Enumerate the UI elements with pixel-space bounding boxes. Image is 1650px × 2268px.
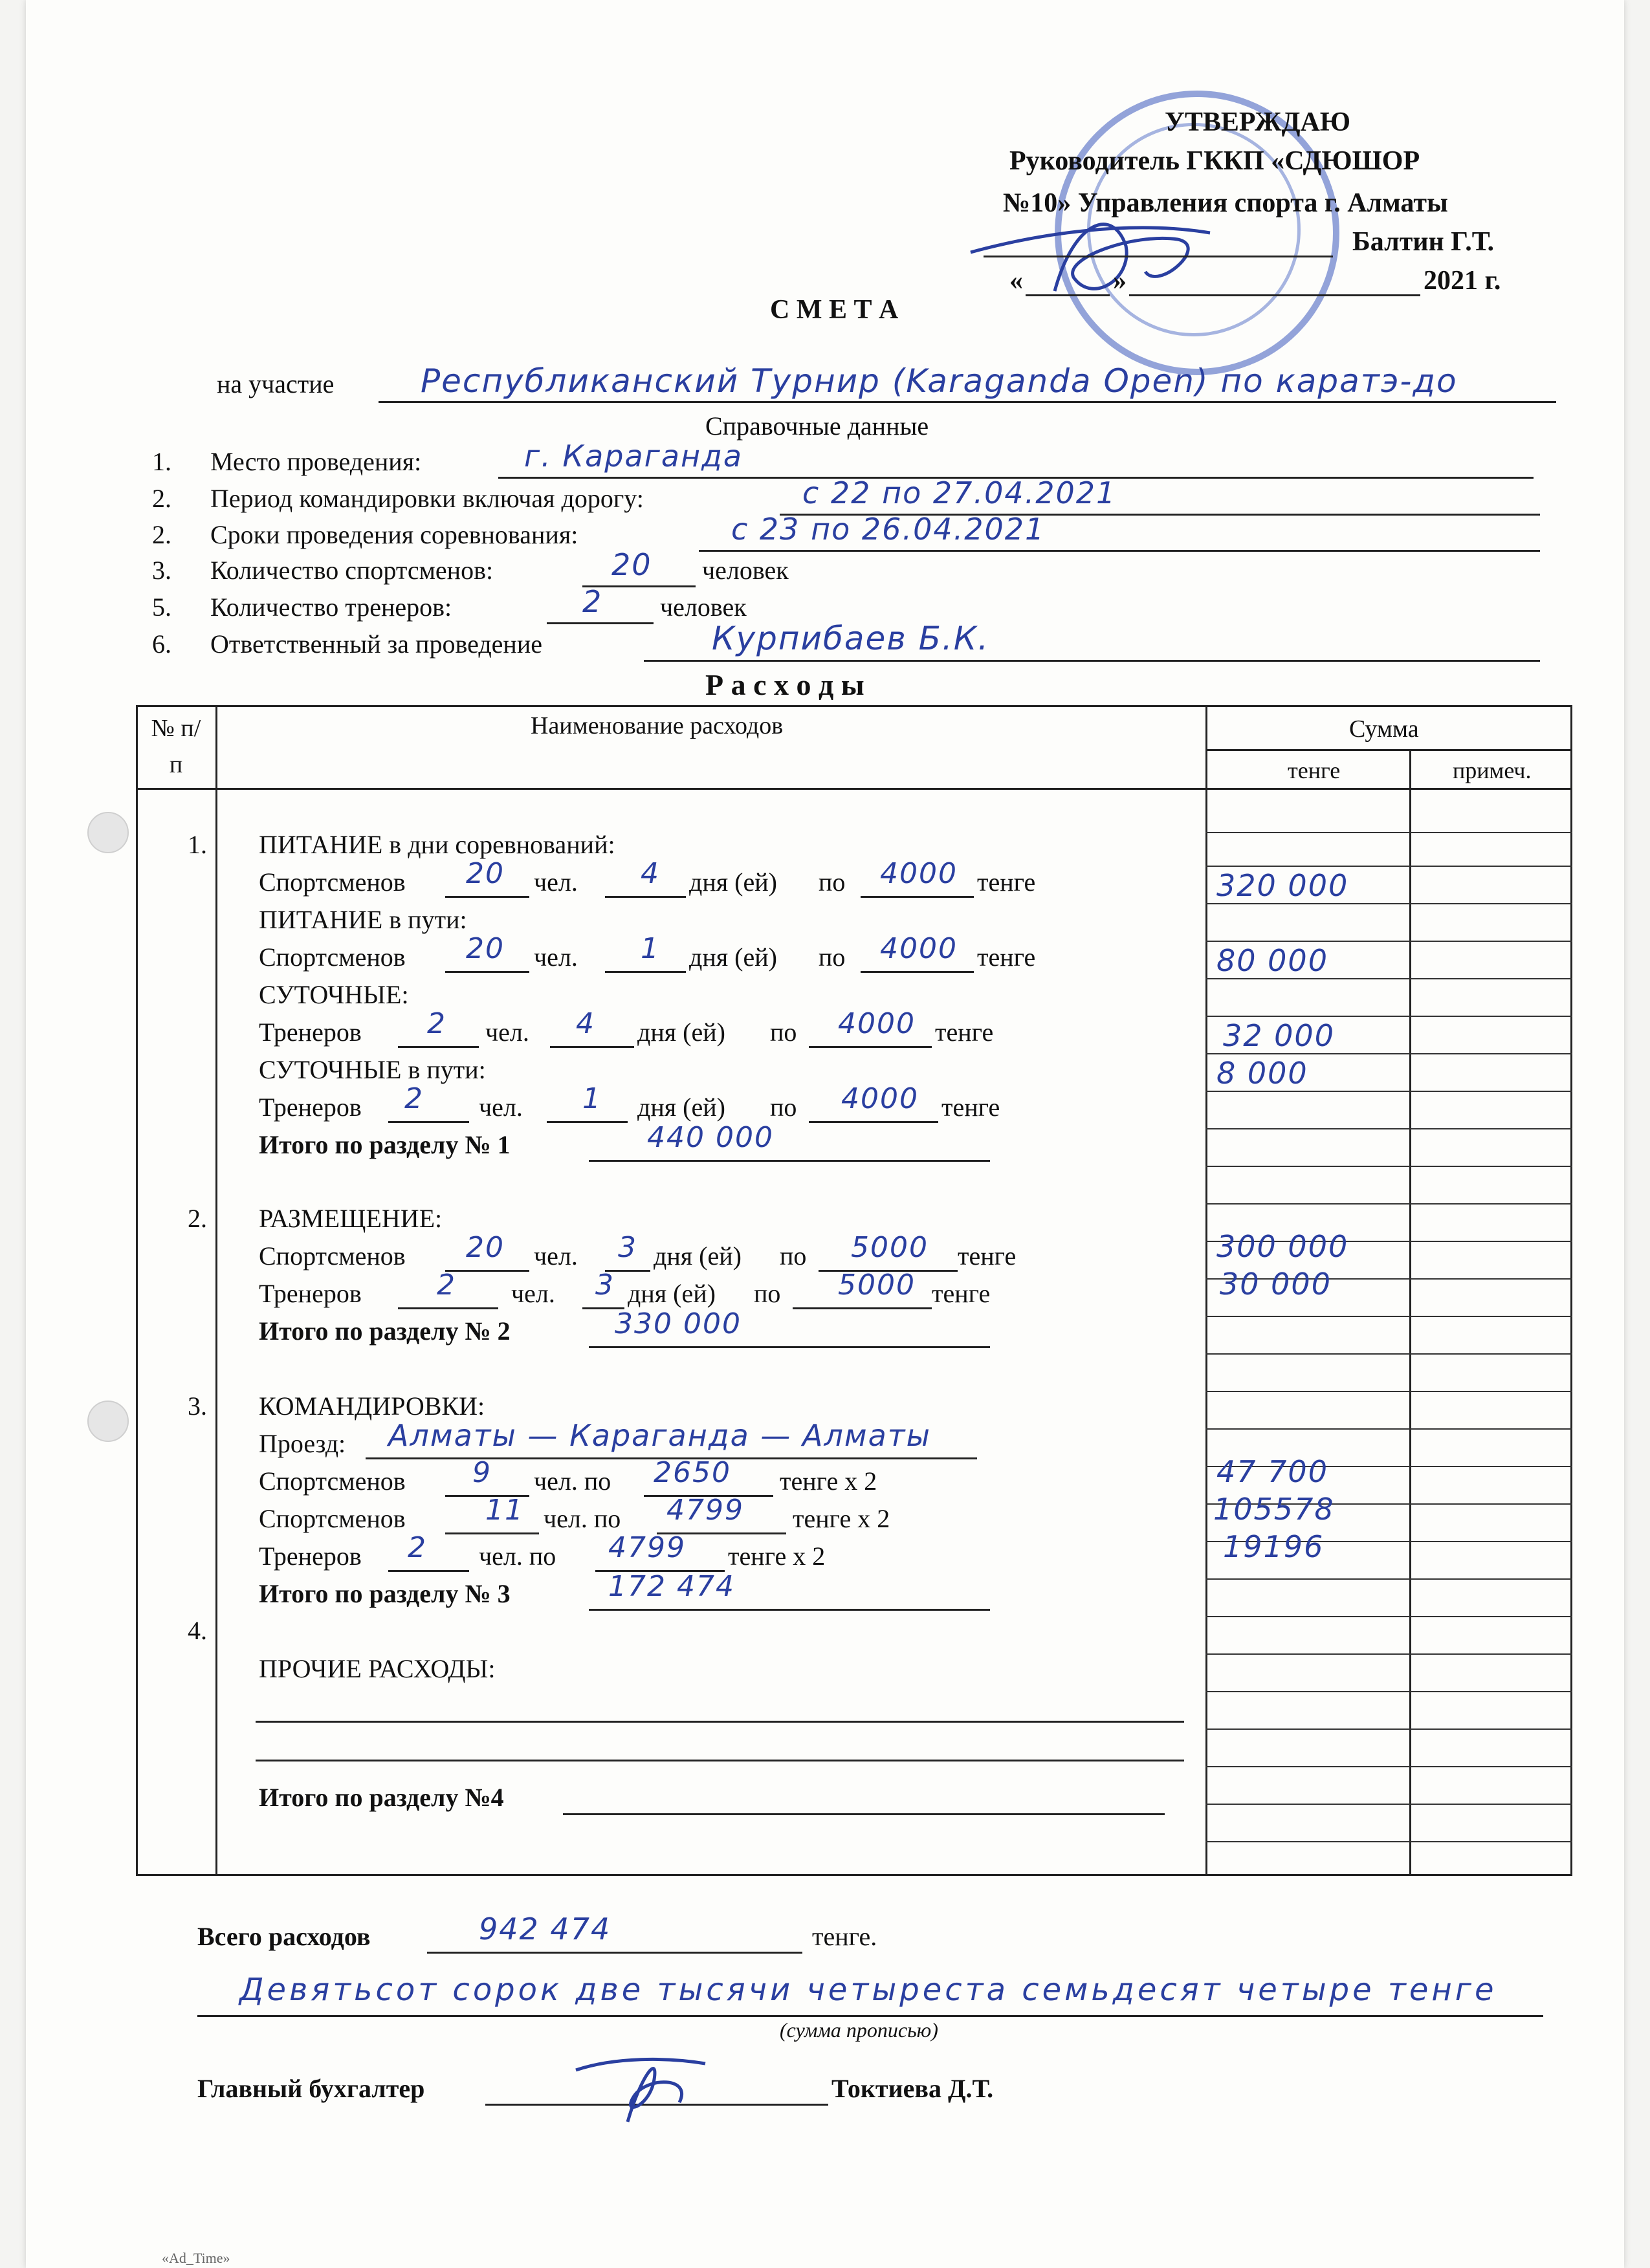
ref-item-place-value: г. Караганда xyxy=(524,439,743,474)
row3-price: 4000 xyxy=(838,1007,916,1040)
accountant-signature-icon xyxy=(563,2038,731,2128)
participation-label: на участие xyxy=(217,369,335,398)
ref-item-responsible-label: Ответственный за проведение xyxy=(210,629,542,659)
punch-hole-top xyxy=(87,812,129,853)
approval-day-line xyxy=(1026,294,1110,296)
row3-days-label: дня (ей) xyxy=(637,1018,725,1047)
row3-ppl: чел. xyxy=(485,1018,529,1047)
row6-ppl: чел. xyxy=(511,1279,555,1308)
row9-ppl-by: чел. по xyxy=(479,1542,556,1571)
approval-signer: Балтин Г.Т. xyxy=(1352,227,1495,257)
row3-coaches: Тренеров xyxy=(259,1018,362,1047)
food-road-label: ПИТАНИЕ в пути: xyxy=(259,905,467,934)
row6-coaches: Тренеров xyxy=(259,1279,362,1308)
ref-item-dates-label: Сроки проведения соревнования: xyxy=(210,520,578,549)
row7-tenge-x2: тенге х 2 xyxy=(780,1467,877,1496)
th-note: примеч. xyxy=(1453,758,1532,783)
amount-daily-road: 8 000 xyxy=(1216,1056,1308,1091)
section-2-num: 2. xyxy=(188,1204,207,1233)
row8-price: 4799 xyxy=(666,1494,744,1527)
ref-item-dates-value: с 23 по 26.04.2021 xyxy=(731,512,1046,547)
row3-by: по xyxy=(770,1018,797,1047)
row9-tenge-x2: тенге х 2 xyxy=(728,1542,826,1571)
ref-item-coaches-line xyxy=(547,622,654,624)
travel-label: Проезд: xyxy=(259,1429,346,1458)
row1-ppl: чел. xyxy=(534,867,578,897)
row6-count: 2 xyxy=(437,1269,456,1302)
row2-price: 4000 xyxy=(880,932,958,965)
food-comp-label: ПИТАНИЕ в дни соревнований: xyxy=(259,830,615,859)
ref-item-coaches-label: Количество тренеров: xyxy=(210,593,452,622)
amount-travel-9: 47 700 xyxy=(1216,1454,1328,1489)
section-4-num: 4. xyxy=(188,1616,207,1645)
total-section-2-value: 330 000 xyxy=(615,1307,742,1340)
participation-line xyxy=(379,401,1556,403)
grand-total-words: Девятьсот сорок две тысячи четыреста семьдесят четыре тенге xyxy=(239,1972,1497,2008)
amount-daily: 32 000 xyxy=(1223,1018,1335,1053)
row4-by: по xyxy=(770,1093,797,1122)
grand-total-words-caption: (сумма прописью) xyxy=(780,2018,938,2042)
row9-coaches: Тренеров xyxy=(259,1542,362,1571)
approval-line1: Руководитель ГККП «СДЮШОР xyxy=(1009,146,1420,176)
th-sum: Сумма xyxy=(1349,715,1419,743)
approval-line2: №10» Управления спорта г. Алматы xyxy=(1003,188,1448,218)
amount-travel-11: 105578 xyxy=(1213,1492,1335,1527)
amount-food-comp: 320 000 xyxy=(1216,868,1349,903)
row7-ppl-by: чел. по xyxy=(534,1467,611,1496)
row2-tenge: тенге xyxy=(977,943,1036,972)
ref-item-coaches-value: 2 xyxy=(582,584,603,619)
travel-route: Алматы — Караганда — Алматы xyxy=(388,1418,931,1453)
ref-item-dates-num: 2. xyxy=(152,520,171,549)
row6-price: 5000 xyxy=(838,1269,916,1302)
row1-athletes: Спортсменов xyxy=(259,867,406,897)
accountant-label: Главный бухгалтер xyxy=(197,2074,425,2103)
participation-value: Республиканский Турнир (Karaganda Open) по каратэ-до xyxy=(421,362,1458,400)
document-sheet xyxy=(26,0,1624,2268)
row1-price: 4000 xyxy=(880,857,958,890)
grand-total-value: 942 474 xyxy=(479,1912,611,1946)
total-section-1-label: Итого по разделу № 1 xyxy=(259,1130,511,1159)
row7-athletes: Спортсменов xyxy=(259,1467,406,1496)
ref-item-athletes-value: 20 xyxy=(611,547,652,582)
row4-price: 4000 xyxy=(841,1082,919,1115)
row2-days-label: дня (ей) xyxy=(689,943,777,972)
approval-month-line xyxy=(1129,294,1420,296)
row1-tenge: тенге xyxy=(977,867,1036,897)
row5-ppl: чел. xyxy=(534,1241,578,1270)
row8-tenge-x2: тенге х 2 xyxy=(793,1504,890,1533)
row1-days: 4 xyxy=(641,857,660,890)
ref-item-place-label: Место проведения: xyxy=(210,447,422,476)
th-name: Наименование расходов xyxy=(531,712,784,739)
row4-tenge: тенге xyxy=(941,1093,1000,1122)
row5-days-label: дня (ей) xyxy=(654,1241,742,1270)
ref-item-responsible-value: Курпибаев Б.К. xyxy=(712,620,990,657)
ref-item-responsible-line xyxy=(644,660,1540,662)
ref-item-responsible-num: 6. xyxy=(152,629,171,659)
row8-athletes: Спортсменов xyxy=(259,1504,406,1533)
row2-ppl: чел. xyxy=(534,943,578,972)
row3-tenge: тенге xyxy=(935,1018,994,1047)
row6-days-label: дня (ей) xyxy=(628,1279,716,1308)
lodging-label: РАЗМЕЩЕНИЕ: xyxy=(259,1204,443,1233)
th-num: № п/п xyxy=(151,715,201,778)
approval-year: 2021 г. xyxy=(1424,266,1501,296)
grand-total-label: Всего расходов xyxy=(197,1922,371,1951)
total-section-3-label: Итого по разделу № 3 xyxy=(259,1579,511,1608)
row9-count: 2 xyxy=(408,1531,427,1564)
grand-total-suffix: тенге. xyxy=(812,1922,877,1951)
approval-signature-line xyxy=(984,256,1333,257)
row5-count: 20 xyxy=(466,1231,505,1264)
row1-by: по xyxy=(819,867,846,897)
row5-tenge: тенге xyxy=(958,1241,1017,1270)
row2-athletes: Спортсменов xyxy=(259,943,406,972)
row4-days-label: дня (ей) xyxy=(637,1093,725,1122)
row6-tenge: тенге xyxy=(932,1279,991,1308)
row6-by: по xyxy=(754,1279,781,1308)
row4-count: 2 xyxy=(404,1082,424,1115)
section-1-num: 1. xyxy=(188,830,207,859)
ref-item-athletes-suffix: человек xyxy=(702,556,789,585)
footer-mark: «Ad_Time» xyxy=(162,2250,230,2266)
row2-count: 20 xyxy=(466,932,505,965)
ref-item-athletes-label: Количество спортсменов: xyxy=(210,556,494,585)
row5-athletes: Спортсменов xyxy=(259,1241,406,1270)
amount-lodging-athletes: 300 000 xyxy=(1216,1229,1349,1264)
row5-price: 5000 xyxy=(851,1231,929,1264)
ref-item-period-value: с 22 по 27.04.2021 xyxy=(802,475,1117,510)
ref-item-place-num: 1. xyxy=(152,447,171,476)
row8-count: 11 xyxy=(485,1494,524,1527)
row5-days: 3 xyxy=(618,1231,637,1264)
daily-road-label: СУТОЧНЫЕ в пути: xyxy=(259,1055,486,1084)
document-title: С М Е Т А xyxy=(770,295,899,325)
reference-header: Справочные данные xyxy=(705,411,929,441)
ref-item-coaches-suffix: человек xyxy=(660,593,747,622)
row4-ppl: чел. xyxy=(479,1093,523,1122)
ref-item-coaches-num: 5. xyxy=(152,593,171,622)
ref-item-period-num: 2. xyxy=(152,484,171,513)
amount-food-road: 80 000 xyxy=(1216,943,1328,978)
accountant-name: Токтиева Д.Т. xyxy=(831,2074,994,2103)
row7-price: 2650 xyxy=(654,1456,731,1489)
row2-days: 1 xyxy=(641,932,660,965)
ref-item-period-label: Период командировки включая дорогу: xyxy=(210,484,644,513)
th-tenge: тенге xyxy=(1288,758,1341,783)
ref-item-athletes-num: 3. xyxy=(152,556,171,585)
total-section-3-value: 172 474 xyxy=(608,1570,735,1603)
row8-ppl-by: чел. по xyxy=(544,1504,621,1533)
total-section-1-value: 440 000 xyxy=(647,1121,774,1154)
approval-date-open: « xyxy=(1009,266,1023,296)
row5-by: по xyxy=(780,1241,807,1270)
approval-title: УТВЕРЖДАЮ xyxy=(1165,107,1351,137)
ref-item-dates-line xyxy=(699,550,1540,552)
amount-lodging-coaches: 30 000 xyxy=(1220,1267,1332,1302)
row7-count: 9 xyxy=(472,1456,492,1489)
daily-label: СУТОЧНЫЕ: xyxy=(259,980,409,1009)
other-label: ПРОЧИЕ РАСХОДЫ: xyxy=(259,1654,496,1683)
row2-by: по xyxy=(819,943,846,972)
expenses-header: Р а с х о д ы xyxy=(705,668,864,701)
row1-days-label: дня (ей) xyxy=(689,867,777,897)
row4-days: 1 xyxy=(582,1082,602,1115)
row3-count: 2 xyxy=(427,1007,446,1040)
row4-coaches: Тренеров xyxy=(259,1093,362,1122)
row1-count: 20 xyxy=(466,857,505,890)
total-section-2-label: Итого по разделу № 2 xyxy=(259,1316,511,1346)
row3-days: 4 xyxy=(576,1007,595,1040)
approval-date-mid: » xyxy=(1113,266,1127,296)
section-3-num: 3. xyxy=(188,1391,207,1421)
row6-days: 3 xyxy=(595,1269,615,1302)
amount-travel-coaches: 19196 xyxy=(1223,1529,1325,1564)
total-section-4-label: Итого по разделу №4 xyxy=(259,1783,504,1812)
trips-label: КОМАНДИРОВКИ: xyxy=(259,1391,485,1421)
row9-price: 4799 xyxy=(608,1531,686,1564)
punch-hole-bottom xyxy=(87,1401,129,1442)
